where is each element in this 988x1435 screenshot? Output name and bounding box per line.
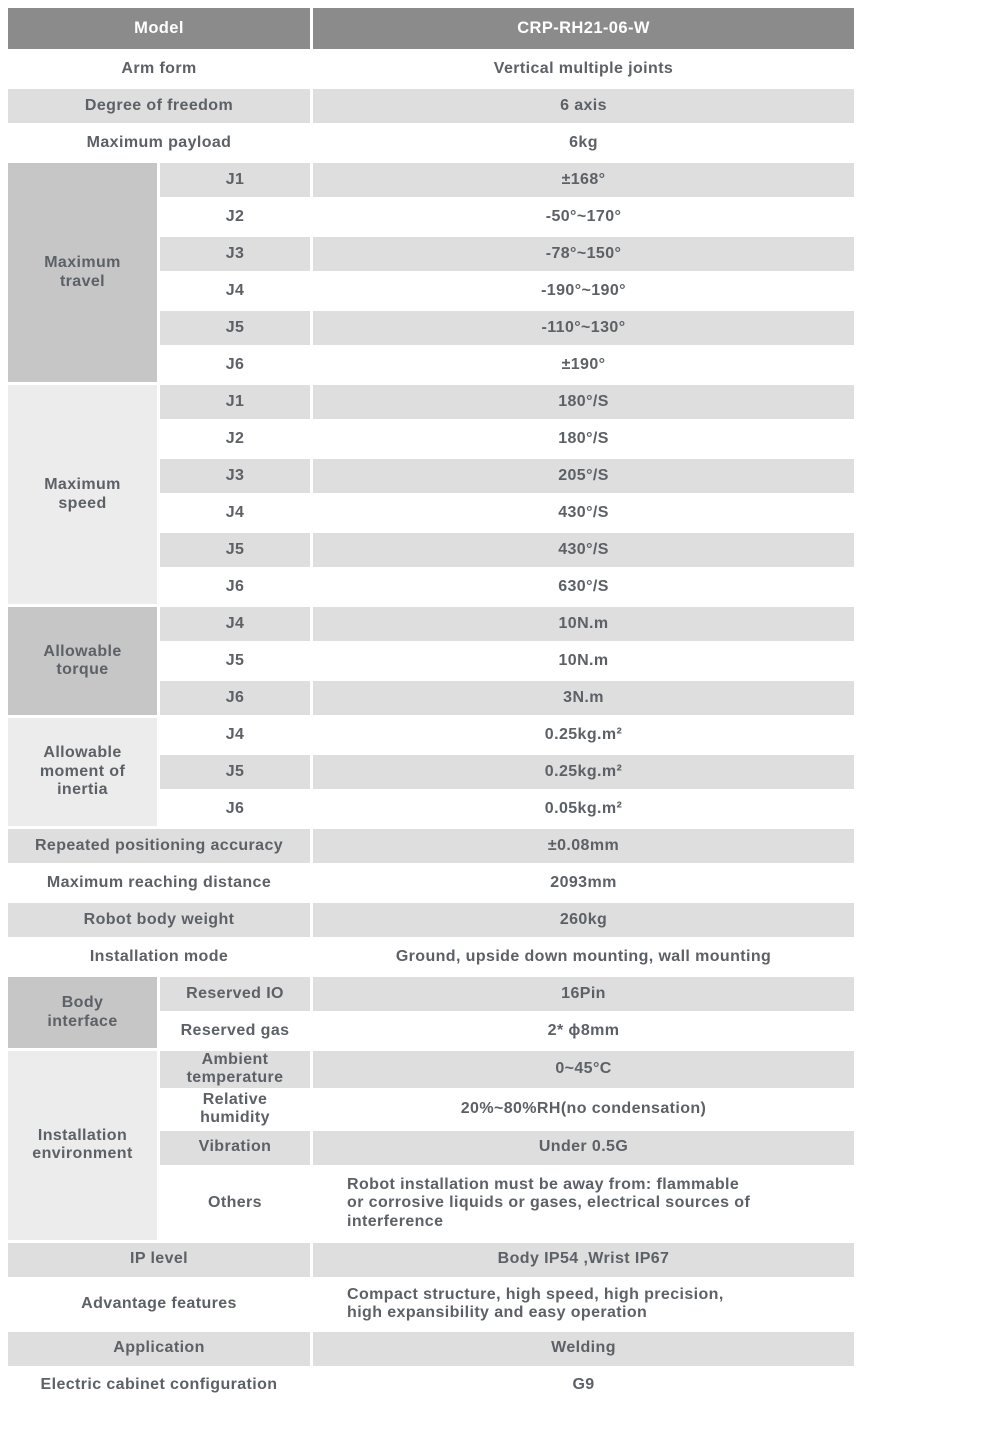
value-line: Compact structure, high speed, high precision, [347, 1285, 724, 1303]
joint-label: J3 [160, 459, 310, 493]
spec-row-travel-j1 [8, 163, 854, 197]
row-value: 0.05kg.m² [544, 799, 623, 817]
row-label: IP level [8, 1243, 310, 1277]
joint-label: J4 [160, 607, 310, 641]
spec-row-ambient-temperature [8, 1051, 854, 1088]
row-value: ±168° [313, 163, 854, 197]
row-value: -78°~150° [313, 237, 854, 271]
value-line: Robot installation must be away from: flammable [347, 1175, 740, 1193]
row-value: Ground, upside down mounting, wall mounting [395, 947, 772, 965]
row-value: -190°~190° [541, 281, 626, 299]
row-value: 430°/S [313, 533, 854, 567]
row-value: 205°/S [313, 459, 854, 493]
sub-label: Relative humidity [200, 1090, 270, 1127]
row-value: 180°/S [313, 385, 854, 419]
row-label: Installation mode [89, 947, 229, 965]
joint-label: J5 [160, 755, 310, 789]
row-label: Electric cabinet configuration [40, 1376, 278, 1394]
row-value: G9 [572, 1376, 595, 1394]
joint-label: J5 [160, 311, 310, 345]
joint-label: J4 [225, 281, 245, 299]
spec-row-degree-of-freedom [8, 89, 854, 123]
row-label: Advantage features [81, 1294, 237, 1312]
row-value: ±190° [561, 355, 606, 373]
row-value: 0~45°C [313, 1051, 854, 1088]
joint-label: J1 [160, 385, 310, 419]
joint-label: J6 [225, 577, 245, 595]
row-value: ±0.08mm [313, 829, 854, 863]
row-label: Arm form [121, 59, 197, 77]
row-value [313, 1280, 854, 1329]
row-value: Welding [313, 1332, 854, 1366]
value-line: or corrosive liquids or gases, electrical sources of [347, 1194, 751, 1212]
sub-label: Reserved gas [180, 1021, 290, 1039]
spec-row-application [8, 1332, 854, 1366]
model-value-cell: CRP-RH21-06-W [313, 8, 854, 49]
row-value: -110°~130° [313, 311, 854, 345]
row-value: 3N.m [313, 681, 854, 715]
row-value: 2093mm [550, 873, 617, 891]
joint-label: J1 [160, 163, 310, 197]
row-value: 0.25kg.m² [313, 755, 854, 789]
sub-label: Reserved IO [160, 977, 310, 1011]
model-header-cell: Model [8, 8, 310, 49]
row-label: Maximum payload [86, 133, 232, 151]
sub-label: Ambient temperature [160, 1051, 310, 1088]
group-label-maximum-travel: Maximum travel [8, 163, 157, 382]
joint-label: J6 [160, 681, 310, 715]
spec-row-maximum-payload [8, 126, 854, 160]
row-value: Under 0.5G [313, 1131, 854, 1165]
row-label: Application [8, 1332, 310, 1366]
spec-row-repeated-positioning-accuracy [8, 829, 854, 863]
joint-label: J2 [225, 207, 245, 225]
group-label-maximum-speed: Maximum speed [8, 385, 157, 604]
spec-header-row [8, 8, 854, 49]
spec-row-ip-level [8, 1243, 854, 1277]
sub-label: Vibration [160, 1131, 310, 1165]
joint-label: J5 [160, 533, 310, 567]
row-value: -50°~170° [545, 207, 622, 225]
row-value: 2* ϕ8mm [547, 1021, 620, 1039]
row-value: 6 axis [313, 89, 854, 123]
spec-row-electric-cabinet-configuration [8, 1369, 854, 1403]
group-label-body-interface: Body interface [8, 977, 157, 1048]
row-value: Vertical multiple joints [493, 59, 674, 77]
row-value: 430°/S [558, 503, 609, 521]
row-label: Maximum reaching distance [46, 873, 272, 891]
row-value: 16Pin [313, 977, 854, 1011]
group-label-installation-environment: Installation environment [8, 1051, 157, 1240]
spec-row-robot-body-weight [8, 903, 854, 937]
spec-row-reserved-io [8, 977, 854, 1011]
row-value: 6kg [569, 133, 598, 151]
spec-row-installation-mode [8, 940, 854, 974]
joint-label: J5 [225, 651, 245, 669]
sub-label: Others [208, 1194, 262, 1212]
value-line: high expansibility and easy operation [347, 1304, 648, 1322]
row-label: Robot body weight [8, 903, 310, 937]
spec-row-speed-j1 [8, 385, 854, 419]
spec-row-maximum-reaching-distance [8, 866, 854, 900]
row-value: Body IP54 ,Wrist IP67 [313, 1243, 854, 1277]
joint-label: J6 [225, 799, 245, 817]
joint-label: J6 [225, 355, 245, 373]
row-label: Repeated positioning accuracy [8, 829, 310, 863]
row-value: 10N.m [558, 651, 609, 669]
group-label-allowable-torque: Allowable torque [8, 607, 157, 715]
row-value: 260kg [313, 903, 854, 937]
group-label-allowable-moment-of-inertia: Allowable moment of inertia [8, 718, 157, 826]
spec-row-inertia-j4 [8, 718, 854, 752]
row-value: 180°/S [558, 429, 609, 447]
joint-label: J3 [160, 237, 310, 271]
spec-row-advantage-features [8, 1280, 854, 1329]
spec-row-torque-j4 [8, 607, 854, 641]
spec-table [5, 5, 857, 1406]
row-value: 20%~80%RH(no condensation) [460, 1099, 707, 1117]
spec-row-arm-form [8, 52, 854, 86]
row-value: 630°/S [558, 577, 609, 595]
row-value: 0.25kg.m² [544, 725, 623, 743]
row-value: 10N.m [313, 607, 854, 641]
joint-label: J4 [225, 503, 245, 521]
row-label: Degree of freedom [8, 89, 310, 123]
row-value [313, 1168, 854, 1240]
value-line: interference [347, 1212, 444, 1230]
joint-label: J4 [225, 725, 245, 743]
joint-label: J2 [225, 429, 245, 447]
